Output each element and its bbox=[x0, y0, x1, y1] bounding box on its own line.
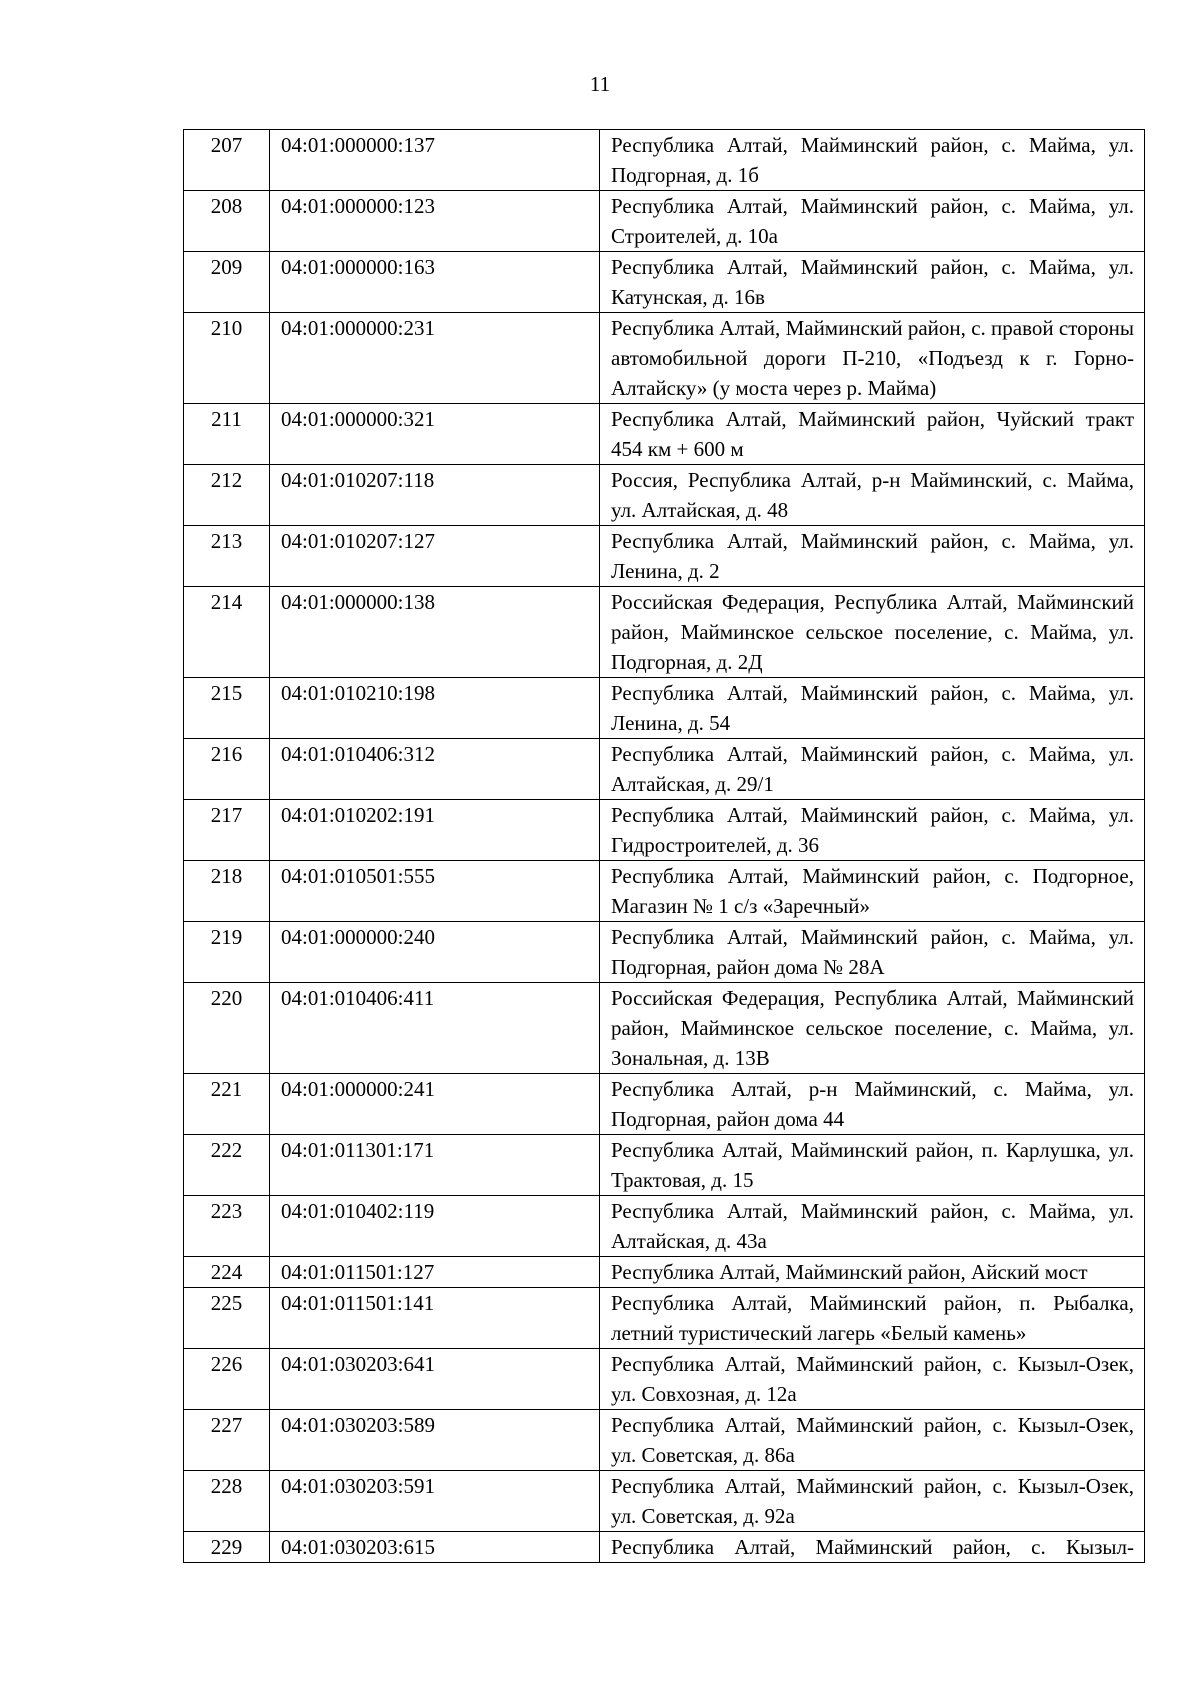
table-row bbox=[184, 983, 1145, 1074]
address-text: Республика Алтай, Майминский район, с. Кызыл-Озек, ул. Советская, д. 86а bbox=[611, 1413, 1134, 1467]
cadastral-number-cell: 04:01:000000:321 bbox=[270, 404, 600, 465]
address-text: Республика Алтай, Майминский район, с. Подгорное, Магазин № 1 с/з «Заречный» bbox=[611, 864, 1134, 918]
cadastral-number-cell: 04:01:010202:191 bbox=[270, 800, 600, 861]
address-text: Республика Алтай, Майминский район, с. правой стороны автомобильной дороги П-210, «Подъезд к г. Горно-Алтайску» (у моста через р. Майма) bbox=[611, 316, 1134, 400]
row-number-cell: 220 bbox=[184, 983, 270, 1074]
table-row bbox=[184, 861, 1145, 922]
cadastral-number-cell: 04:01:000000:240 bbox=[270, 922, 600, 983]
table-row bbox=[184, 739, 1145, 800]
cadastral-number-cell: 04:01:010501:555 bbox=[270, 861, 600, 922]
row-number-cell: 225 bbox=[184, 1288, 270, 1349]
address-cell bbox=[600, 800, 1145, 861]
table-row bbox=[184, 1532, 1145, 1563]
cadastral-number-cell: 04:01:030203:615 bbox=[270, 1532, 600, 1563]
table-row bbox=[184, 130, 1145, 191]
cadastral-number-cell: 04:01:010406:312 bbox=[270, 739, 600, 800]
row-number-cell: 213 bbox=[184, 526, 270, 587]
table-row bbox=[184, 191, 1145, 252]
cadastral-number-cell: 04:01:011301:171 bbox=[270, 1135, 600, 1196]
cadastral-number-cell: 04:01:010406:411 bbox=[270, 983, 600, 1074]
page-number: 11 bbox=[589, 72, 611, 96]
row-number-cell: 207 bbox=[184, 130, 270, 191]
table-row bbox=[184, 1349, 1145, 1410]
row-number-cell: 216 bbox=[184, 739, 270, 800]
table-row bbox=[184, 1257, 1145, 1288]
address-text: Республика Алтай, Майминский район, с. Майма, ул. Алтайская, д. 29/1 bbox=[611, 742, 1134, 796]
row-number-cell: 227 bbox=[184, 1410, 270, 1471]
table-row bbox=[184, 1288, 1145, 1349]
address-cell bbox=[600, 404, 1145, 465]
address-text: Республика Алтай, Майминский район, с. Майма, ул. Ленина, д. 54 bbox=[611, 681, 1134, 735]
cadastral-number-cell: 04:01:011501:127 bbox=[270, 1257, 600, 1288]
table-row bbox=[184, 526, 1145, 587]
address-cell bbox=[600, 678, 1145, 739]
address-cell bbox=[600, 739, 1145, 800]
row-number-cell: 208 bbox=[184, 191, 270, 252]
row-number-cell: 214 bbox=[184, 587, 270, 678]
address-cell bbox=[600, 587, 1145, 678]
cadastral-number-cell: 04:01:000000:137 bbox=[270, 130, 600, 191]
address-text: Республика Алтай, Майминский район, с. Майма, ул. Подгорная, д. 1б bbox=[611, 133, 1134, 187]
table-row bbox=[184, 587, 1145, 678]
row-number-cell: 219 bbox=[184, 922, 270, 983]
table-row bbox=[184, 800, 1145, 861]
address-cell bbox=[600, 252, 1145, 313]
address-cell bbox=[600, 1349, 1145, 1410]
address-text: Республика Алтай, Майминский район, Айский мост bbox=[611, 1260, 1088, 1284]
table-row bbox=[184, 1074, 1145, 1135]
address-cell bbox=[600, 1410, 1145, 1471]
address-cell bbox=[600, 983, 1145, 1074]
cadastral-number-cell: 04:01:000000:231 bbox=[270, 313, 600, 404]
row-number-cell: 212 bbox=[184, 465, 270, 526]
address-text: Республика Алтай, Майминский район, Чуйский тракт 454 км + 600 м bbox=[611, 407, 1134, 461]
table-row bbox=[184, 922, 1145, 983]
address-text: Российская Федерация, Республика Алтай, Майминский район, Майминское сельское поселение, с. Майма, ул. Подгорная, д. 2Д bbox=[611, 590, 1134, 674]
cadastral-number-cell: 04:01:030203:589 bbox=[270, 1410, 600, 1471]
cadastral-number-cell: 04:01:010207:127 bbox=[270, 526, 600, 587]
table-row bbox=[184, 465, 1145, 526]
table-row bbox=[184, 1196, 1145, 1257]
cadastral-number-cell: 04:01:000000:138 bbox=[270, 587, 600, 678]
cadastral-number-cell: 04:01:000000:163 bbox=[270, 252, 600, 313]
address-text: Республика Алтай, Майминский район, с. Майма, ул. Катунская, д. 16в bbox=[611, 255, 1134, 309]
table-row bbox=[184, 1410, 1145, 1471]
address-cell bbox=[600, 861, 1145, 922]
row-number-cell: 221 bbox=[184, 1074, 270, 1135]
address-text: Республика Алтай, Майминский район, с. Майма, ул. Ленина, д. 2 bbox=[611, 529, 1134, 583]
row-number-cell: 226 bbox=[184, 1349, 270, 1410]
address-text: Россия, Республика Алтай, р-н Майминский, с. Майма, ул. Алтайская, д. 48 bbox=[611, 468, 1134, 522]
row-number-cell: 211 bbox=[184, 404, 270, 465]
address-cell bbox=[600, 130, 1145, 191]
cadastral-number-cell: 04:01:010210:198 bbox=[270, 678, 600, 739]
address-text: Республика Алтай, Майминский район, с. Кызыл- bbox=[611, 1535, 1134, 1559]
address-cell bbox=[600, 465, 1145, 526]
table-row bbox=[184, 678, 1145, 739]
cadastral-number-cell: 04:01:000000:123 bbox=[270, 191, 600, 252]
address-cell bbox=[600, 922, 1145, 983]
row-number-cell: 223 bbox=[184, 1196, 270, 1257]
address-cell bbox=[600, 313, 1145, 404]
row-number-cell: 215 bbox=[184, 678, 270, 739]
row-number-cell: 217 bbox=[184, 800, 270, 861]
address-text: Республика Алтай, Майминский район, п. Рыбалка, летний туристический лагерь «Белый камень» bbox=[611, 1291, 1134, 1345]
row-number-cell: 228 bbox=[184, 1471, 270, 1532]
table-row bbox=[184, 252, 1145, 313]
table-row bbox=[184, 1135, 1145, 1196]
row-number-cell: 209 bbox=[184, 252, 270, 313]
address-text: Российская Федерация, Республика Алтай, Майминский район, Майминское сельское поселение, с. Майма, ул. Зональная, д. 13В bbox=[611, 986, 1134, 1070]
row-number-cell: 229 bbox=[184, 1532, 270, 1563]
address-text: Республика Алтай, Майминский район, с. Кызыл-Озек, ул. Совхозная, д. 12а bbox=[611, 1352, 1134, 1406]
address-cell bbox=[600, 1135, 1145, 1196]
cadastral-number-cell: 04:01:010402:119 bbox=[270, 1196, 600, 1257]
cadastral-number-cell: 04:01:030203:591 bbox=[270, 1471, 600, 1532]
address-cell bbox=[600, 1288, 1145, 1349]
table-row bbox=[184, 404, 1145, 465]
address-cell bbox=[600, 1257, 1145, 1288]
cadastral-number-cell: 04:01:030203:641 bbox=[270, 1349, 600, 1410]
row-number-cell: 224 bbox=[184, 1257, 270, 1288]
cadastral-number-cell: 04:01:000000:241 bbox=[270, 1074, 600, 1135]
row-number-cell: 222 bbox=[184, 1135, 270, 1196]
address-text: Республика Алтай, Майминский район, с. Майма, ул. Гидростроителей, д. 36 bbox=[611, 803, 1134, 857]
table-row bbox=[184, 1471, 1145, 1532]
registry-table-body bbox=[184, 130, 1145, 1563]
address-text: Республика Алтай, Майминский район, с. Кызыл-Озек, ул. Советская, д. 92а bbox=[611, 1474, 1134, 1528]
cadastral-number-cell: 04:01:011501:141 bbox=[270, 1288, 600, 1349]
address-cell bbox=[600, 1196, 1145, 1257]
address-text: Республика Алтай, Майминский район, с. Майма, ул. Алтайская, д. 43а bbox=[611, 1199, 1134, 1253]
address-text: Республика Алтай, р-н Майминский, с. Майма, ул. Подгорная, район дома 44 bbox=[611, 1077, 1134, 1131]
cadastral-number-cell: 04:01:010207:118 bbox=[270, 465, 600, 526]
address-cell bbox=[600, 1532, 1145, 1563]
row-number-cell: 210 bbox=[184, 313, 270, 404]
address-text: Республика Алтай, Майминский район, п. Карлушка, ул. Трактовая, д. 15 bbox=[611, 1138, 1134, 1192]
row-number-cell: 218 bbox=[184, 861, 270, 922]
registry-table bbox=[183, 129, 1145, 1563]
address-cell bbox=[600, 526, 1145, 587]
address-text: Республика Алтай, Майминский район, с. Майма, ул. Строителей, д. 10а bbox=[611, 194, 1134, 248]
address-cell bbox=[600, 1074, 1145, 1135]
table-row bbox=[184, 313, 1145, 404]
address-text: Республика Алтай, Майминский район, с. Майма, ул. Подгорная, район дома № 28А bbox=[611, 925, 1134, 979]
address-cell bbox=[600, 191, 1145, 252]
address-cell bbox=[600, 1471, 1145, 1532]
